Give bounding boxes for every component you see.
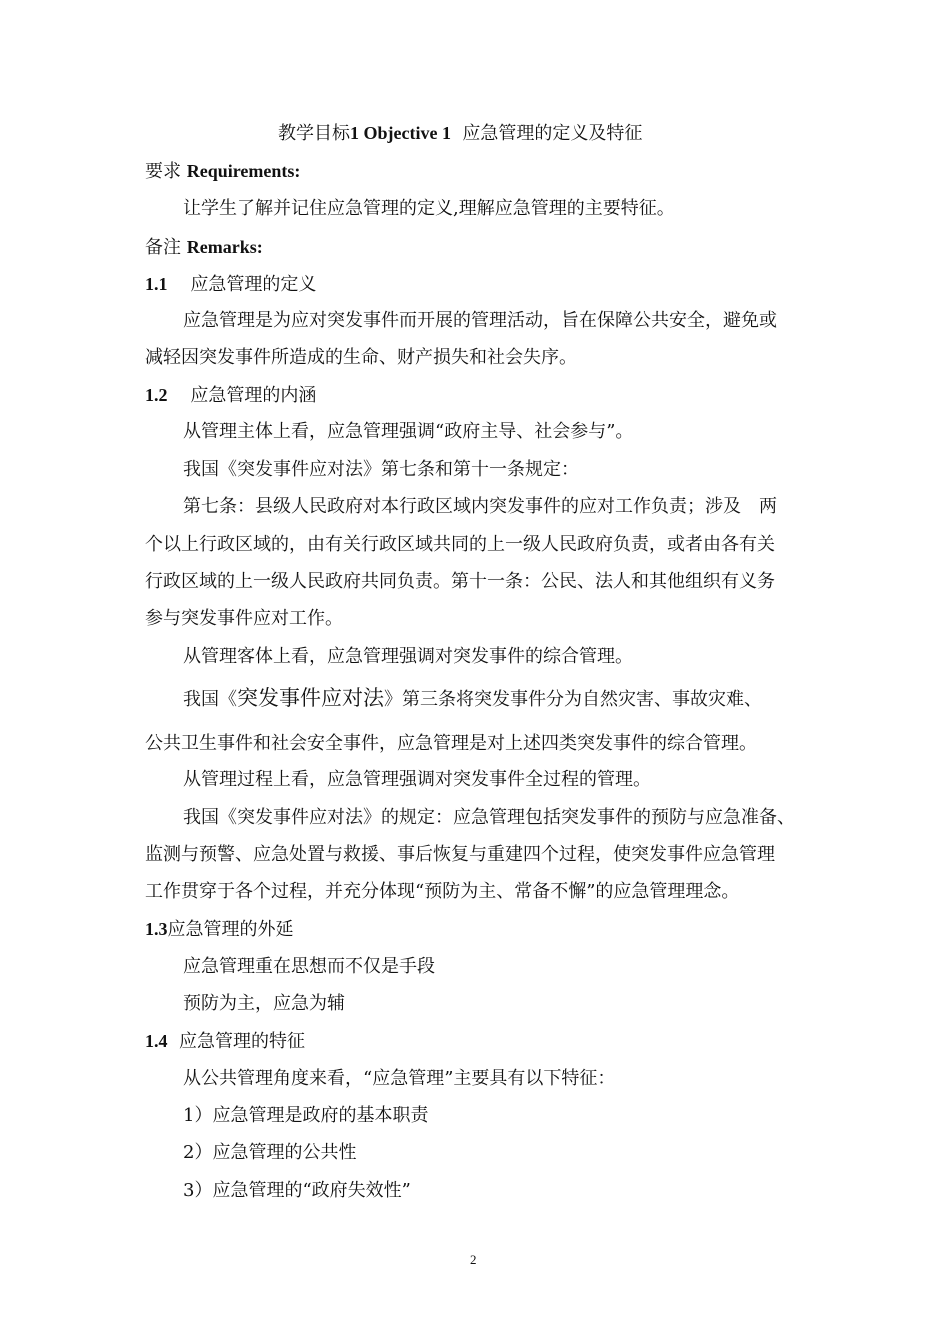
section-1-2-heading — [145, 383, 316, 408]
section-title: 应急管理的内涵 — [190, 385, 317, 406]
section-1-3-heading — [145, 917, 294, 942]
paragraph-line: 应急管理重在思想而不仅是手段 — [183, 956, 435, 977]
list-item: 2）应急管理的公共性 — [183, 1142, 357, 1163]
paragraph-line: 减轻因突发事件所造成的生命、财产损失和社会失序。 — [145, 347, 577, 368]
requirements-heading — [145, 159, 300, 184]
list-item: 3）应急管理的“政府失效性” — [183, 1180, 411, 1201]
section-title: 应急管理的定义 — [190, 274, 317, 295]
title-objective: 1 Objective 1 — [350, 123, 451, 143]
section-title: 应急管理的特征 — [178, 1031, 305, 1052]
page-number: 2 — [470, 1252, 477, 1267]
requirements-label-en: Requirements: — [186, 161, 301, 181]
paragraph-line: 我国《突发事件应对法》第七条和第十一条规定： — [183, 459, 579, 480]
paragraph-line: 第七条：县级人民政府对本行政区域内突发事件的应对工作负责；涉及 两 — [183, 496, 777, 517]
law-name-span: 突发事件应对法 — [237, 686, 384, 710]
text-span: 》第三条将突发事件分为自然灾害、事故灾难、 — [384, 689, 762, 710]
paragraph-line — [183, 686, 762, 712]
paragraph-line: 个以上行政区域的，由有关行政区域共同的上一级人民政府负责，或者由各有关 — [145, 534, 775, 555]
requirements-label: 要求 — [145, 161, 181, 182]
section-number: 1.1 — [145, 274, 168, 294]
list-item: 1）应急管理是政府的基本职责 — [183, 1105, 429, 1126]
title-suffix: 应急管理的定义及特征 — [462, 123, 643, 144]
paragraph-line: 从公共管理角度来看，“应急管理”主要具有以下特征： — [183, 1068, 616, 1089]
section-title: 应急管理的外延 — [167, 919, 294, 940]
page-title — [278, 121, 642, 146]
requirements-text: 让学生了解并记住应急管理的定义,理解应急管理的主要特征。 — [183, 198, 675, 219]
paragraph-line: 从管理过程上看，应急管理强调对突发事件全过程的管理。 — [183, 769, 651, 790]
paragraph-line: 应急管理是为应对突发事件而开展的管理活动，旨在保障公共安全，避免或 — [183, 310, 777, 331]
title-prefix: 教学目标 — [278, 123, 350, 144]
remarks-label: 备注 — [145, 237, 181, 258]
paragraph-line: 参与突发事件应对工作。 — [145, 608, 343, 629]
remarks-label-en: Remarks: — [186, 237, 263, 257]
paragraph-line: 从管理主体上看，应急管理强调“政府主导、社会参与”。 — [183, 421, 634, 442]
paragraph-line: 从管理客体上看，应急管理强调对突发事件的综合管理。 — [183, 646, 633, 667]
text-span: 我国《 — [183, 689, 237, 710]
paragraph-line: 预防为主，应急为辅 — [183, 993, 345, 1014]
paragraph-line: 行政区域的上一级人民政府共同负责。第十一条：公民、法人和其他组织有义务 — [145, 571, 775, 592]
section-number: 1.3 — [145, 919, 168, 939]
section-number: 1.4 — [145, 1031, 168, 1051]
paragraph-line: 工作贯穿于各个过程，并充分体现“预防为主、常备不懈”的应急管理理念。 — [145, 881, 740, 902]
paragraph-line: 我国《突发事件应对法》的规定：应急管理包括突发事件的预防与应急准备、 — [183, 807, 795, 828]
remarks-heading — [145, 235, 263, 260]
section-1-4-heading — [145, 1029, 305, 1054]
paragraph-line: 公共卫生事件和社会安全事件，应急管理是对上述四类突发事件的综合管理。 — [145, 733, 757, 754]
paragraph-line: 监测与预警、应急处置与救援、事后恢复与重建四个过程，使突发事件应急管理 — [145, 844, 775, 865]
section-number: 1.2 — [145, 385, 168, 405]
section-1-1-heading — [145, 272, 316, 297]
